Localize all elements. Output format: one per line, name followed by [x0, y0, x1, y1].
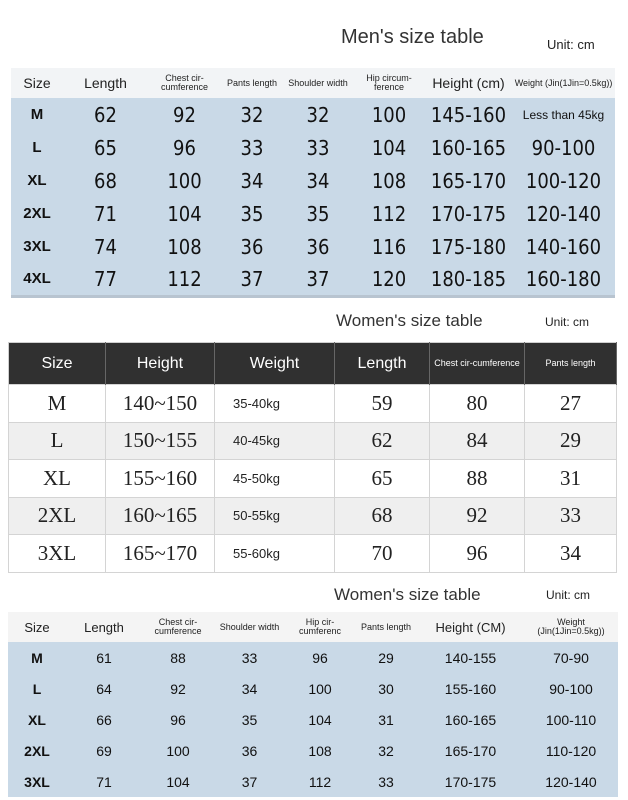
men-cell: 120-140: [512, 197, 615, 230]
women2-cell: 3XL: [8, 766, 66, 797]
women1-cell: 27: [525, 385, 617, 423]
women1-cell: 40-45kg: [215, 422, 335, 460]
men-table-title: Men's size table: [341, 26, 484, 48]
men-cell: 3XL: [11, 230, 63, 263]
women2-cell: 33: [214, 642, 285, 673]
women1-header-chest: Chest cir-cumference: [430, 343, 525, 385]
women2-cell: 112: [285, 766, 355, 797]
women2-cell: 33: [355, 766, 417, 797]
women1-table-row: [9, 385, 617, 423]
women1-cell: 96: [430, 535, 525, 573]
men-cell: 160-180: [512, 263, 615, 296]
women2-cell: 100: [285, 673, 355, 704]
women2-header-hip: Hip cir-cumferenc: [285, 612, 355, 642]
women2-cell: 37: [214, 766, 285, 797]
women2-table-row: [8, 735, 618, 766]
women2-cell: L: [8, 673, 66, 704]
women2-cell: 96: [285, 642, 355, 673]
women1-cell: 55-60kg: [215, 535, 335, 573]
women2-cell: 90-100: [524, 673, 618, 704]
women2-cell: 31: [355, 704, 417, 735]
women1-cell: 92: [430, 497, 525, 535]
men-cell: 4XL: [11, 263, 63, 296]
men-cell: 120: [353, 263, 425, 296]
women2-header-row: [8, 612, 618, 642]
men-cell: 100: [353, 98, 425, 131]
men-cell: 170-175: [425, 197, 512, 230]
women1-cell: 29: [525, 422, 617, 460]
men-cell: 104: [353, 131, 425, 164]
men-cell: 180-185: [425, 263, 512, 296]
women1-cell: 59: [335, 385, 430, 423]
women2-cell: 140-155: [417, 642, 524, 673]
women2-cell: 104: [142, 766, 214, 797]
men-cell: 34: [221, 164, 283, 197]
men-cell: 34: [283, 164, 353, 197]
men-header-chest: Chest cir-cumference: [148, 68, 221, 98]
women2-header-height: Height (CM): [417, 612, 524, 642]
women2-cell: 120-140: [524, 766, 618, 797]
women1-cell: 45-50kg: [215, 460, 335, 498]
men-header-length: Length: [63, 68, 148, 98]
men-cell: 90-100: [512, 131, 615, 164]
men-cell: 32: [283, 98, 353, 131]
men-cell: 37: [283, 263, 353, 296]
men-header-hip: Hip circum-ference: [353, 68, 425, 98]
women1-cell: 33: [525, 497, 617, 535]
women1-cell: 31: [525, 460, 617, 498]
men-header-size: Size: [11, 68, 63, 98]
women1-table-row: [9, 422, 617, 460]
men-table-unit: Unit: cm: [547, 37, 595, 52]
women2-cell: 170-175: [417, 766, 524, 797]
women1-cell: 155~160: [106, 460, 215, 498]
men-table-body: [11, 98, 615, 296]
women1-cell: XL: [9, 460, 106, 498]
women1-cell: 88: [430, 460, 525, 498]
women2-cell: 71: [66, 766, 142, 797]
women1-cell: 34: [525, 535, 617, 573]
women2-header-chest: Chest cir-cumference: [142, 612, 214, 642]
men-table-row: [11, 263, 615, 296]
women2-cell: 29: [355, 642, 417, 673]
women1-table-row: [9, 497, 617, 535]
men-cell: 62: [63, 98, 148, 131]
women2-cell: XL: [8, 704, 66, 735]
men-cell: 71: [63, 197, 148, 230]
men-header-weight: Weight (Jin(1Jin=0.5kg)): [512, 68, 615, 98]
men-cell: 92: [148, 98, 221, 131]
men-table-row: [11, 98, 615, 131]
women2-cell: 108: [285, 735, 355, 766]
women2-table-body: [8, 642, 618, 797]
women1-cell: M: [9, 385, 106, 423]
women2-cell: 36: [214, 735, 285, 766]
men-cell: 36: [221, 230, 283, 263]
women1-cell: 65: [335, 460, 430, 498]
men-cell: 112: [148, 263, 221, 296]
men-cell: 175-180: [425, 230, 512, 263]
men-cell: 36: [283, 230, 353, 263]
men-cell: 2XL: [11, 197, 63, 230]
women2-cell: 92: [142, 673, 214, 704]
women1-cell: 68: [335, 497, 430, 535]
women2-table-row: [8, 642, 618, 673]
men-cell: 100-120: [512, 164, 615, 197]
women2-cell: 155-160: [417, 673, 524, 704]
women2-header-shoulder: Shoulder width: [214, 612, 285, 642]
men-cell: 96: [148, 131, 221, 164]
women2-cell: 160-165: [417, 704, 524, 735]
women2-cell: 35: [214, 704, 285, 735]
women1-table-row: [9, 535, 617, 573]
men-table-row: [11, 164, 615, 197]
men-cell: 68: [63, 164, 148, 197]
men-cell: 77: [63, 263, 148, 296]
women2-table-unit: Unit: cm: [546, 588, 591, 602]
men-cell: 145-160: [425, 98, 512, 131]
women1-cell: 62: [335, 422, 430, 460]
men-header-pants: Pants length: [221, 68, 283, 98]
women2-table-row: [8, 704, 618, 735]
women2-table-title: Women's size table: [334, 585, 481, 604]
women1-cell: 50-55kg: [215, 497, 335, 535]
women1-header-weight: Weight: [215, 343, 335, 385]
women2-table-row: [8, 673, 618, 704]
women1-header-size: Size: [9, 343, 106, 385]
women2-cell: 104: [285, 704, 355, 735]
women1-cell: 160~165: [106, 497, 215, 535]
women1-header-row: [9, 343, 617, 385]
men-cell: 108: [148, 230, 221, 263]
men-table-row: [11, 230, 615, 263]
men-cell: 104: [148, 197, 221, 230]
women2-cell: 165-170: [417, 735, 524, 766]
men-cell: 37: [221, 263, 283, 296]
men-cell: 116: [353, 230, 425, 263]
men-cell: Less than 45kg: [512, 98, 615, 131]
women2-table-row: [8, 766, 618, 797]
women2-cell: 96: [142, 704, 214, 735]
women2-header-size: Size: [8, 612, 66, 642]
women1-header-pants: Pants length: [525, 343, 617, 385]
women1-cell: 35-40kg: [215, 385, 335, 423]
men-cell: 33: [283, 131, 353, 164]
women1-cell: 165~170: [106, 535, 215, 573]
women1-table-unit: Unit: cm: [545, 315, 590, 329]
men-cell: 74: [63, 230, 148, 263]
women2-header-weight: Weight (Jin(1Jin=0.5kg)): [524, 612, 618, 642]
women2-cell: 64: [66, 673, 142, 704]
men-cell: L: [11, 131, 63, 164]
women1-cell: 3XL: [9, 535, 106, 573]
women2-size-table: [8, 612, 618, 797]
women2-cell: 30: [355, 673, 417, 704]
women2-cell: 100-110: [524, 704, 618, 735]
women1-cell: 2XL: [9, 497, 106, 535]
women1-header-height: Height: [106, 343, 215, 385]
men-cell: 112: [353, 197, 425, 230]
women2-cell: 100: [142, 735, 214, 766]
men-size-table: [11, 68, 615, 298]
men-table-row: [11, 197, 615, 230]
women2-cell: 2XL: [8, 735, 66, 766]
women1-cell: 150~155: [106, 422, 215, 460]
women2-cell: 69: [66, 735, 142, 766]
women1-table-title: Women's size table: [336, 311, 483, 330]
men-cell: 35: [283, 197, 353, 230]
women2-cell: 70-90: [524, 642, 618, 673]
women2-cell: 66: [66, 704, 142, 735]
women1-header-length: Length: [335, 343, 430, 385]
women1-cell: 70: [335, 535, 430, 573]
women2-cell: 61: [66, 642, 142, 673]
men-cell: M: [11, 98, 63, 131]
men-cell: 65: [63, 131, 148, 164]
men-cell: 35: [221, 197, 283, 230]
women1-cell: 80: [430, 385, 525, 423]
men-cell: 32: [221, 98, 283, 131]
men-cell: 33: [221, 131, 283, 164]
women2-cell: 110-120: [524, 735, 618, 766]
men-cell: 140-160: [512, 230, 615, 263]
women2-cell: 34: [214, 673, 285, 704]
women2-cell: M: [8, 642, 66, 673]
men-header-row: [11, 68, 615, 98]
women2-cell: 32: [355, 735, 417, 766]
men-header-shoulder: Shoulder width: [283, 68, 353, 98]
men-table-row: [11, 131, 615, 164]
women2-cell: 88: [142, 642, 214, 673]
men-cell: 108: [353, 164, 425, 197]
men-cell: 165-170: [425, 164, 512, 197]
women2-header-length: Length: [66, 612, 142, 642]
women1-table-row: [9, 460, 617, 498]
women1-size-table: [8, 342, 617, 573]
women2-header-pants: Pants length: [355, 612, 417, 642]
women1-cell: L: [9, 422, 106, 460]
men-cell: 100: [148, 164, 221, 197]
men-cell: XL: [11, 164, 63, 197]
women1-cell: 84: [430, 422, 525, 460]
women1-table-body: [9, 385, 617, 573]
men-cell: 160-165: [425, 131, 512, 164]
women1-cell: 140~150: [106, 385, 215, 423]
men-header-height: Height (cm): [425, 68, 512, 98]
